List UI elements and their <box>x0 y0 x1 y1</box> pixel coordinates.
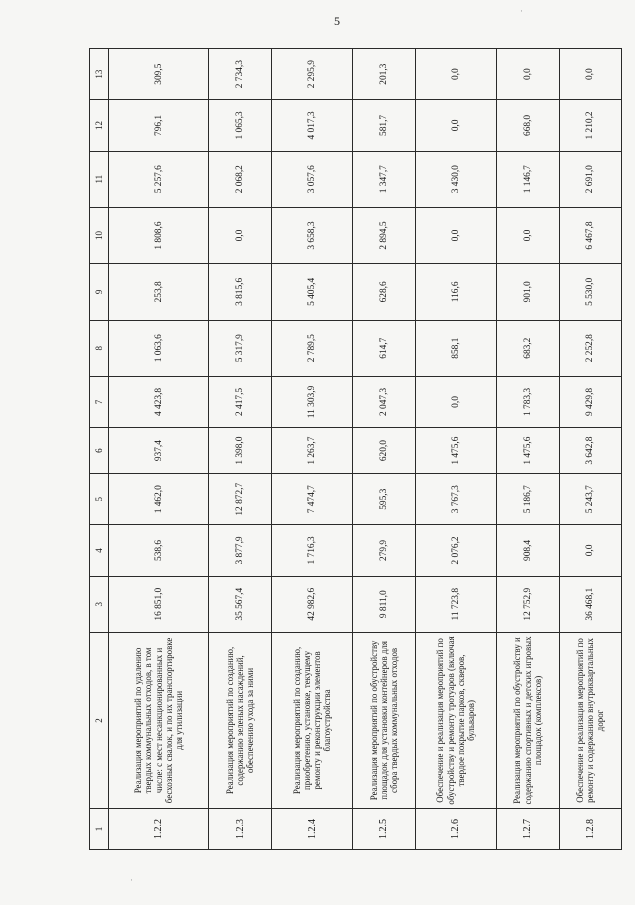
table-row <box>353 49 415 850</box>
value-cell: 309,5 <box>109 49 209 100</box>
table-row <box>109 49 209 850</box>
row-id: 1.2.7 <box>497 809 559 850</box>
value-cell: 2 252,8 <box>559 320 622 376</box>
value-cell: 2 789,5 <box>271 320 352 376</box>
header-cell: 6 <box>90 428 109 474</box>
value-cell: 11 723,8 <box>415 576 496 632</box>
value-cell: 2 068,2 <box>209 151 271 207</box>
value-cell: 2 894,5 <box>353 207 415 263</box>
table-row <box>559 49 622 850</box>
value-cell: 0,0 <box>559 525 622 576</box>
row-description: Обеспечение и реализация мероприятий по обустройству и ремонту тротуаров (включая твердое покрытие парков, скверов, бульваров) <box>415 632 496 808</box>
header-cell: 8 <box>90 320 109 376</box>
value-cell: 6 467,8 <box>559 207 622 263</box>
value-cell: 1 263,7 <box>271 428 352 474</box>
value-cell: 12 872,7 <box>209 474 271 525</box>
value-cell: 1 146,7 <box>497 151 559 207</box>
value-cell: 2 734,3 <box>209 49 271 100</box>
value-cell: 1 808,6 <box>109 207 209 263</box>
value-cell: 1 210,2 <box>559 100 622 151</box>
value-cell: 901,0 <box>497 264 559 320</box>
value-cell: 2 295,9 <box>271 49 352 100</box>
value-cell: 3 815,6 <box>209 264 271 320</box>
value-cell: 628,6 <box>353 264 415 320</box>
value-cell: 595,3 <box>353 474 415 525</box>
header-cell: 10 <box>90 207 109 263</box>
row-id: 1.2.4 <box>271 809 352 850</box>
value-cell: 1 475,6 <box>497 428 559 474</box>
header-row <box>90 49 109 850</box>
header-cell: 1 <box>90 809 109 850</box>
value-cell: 5 405,4 <box>271 264 352 320</box>
value-cell: 3 642,8 <box>559 428 622 474</box>
value-cell: 538,6 <box>109 525 209 576</box>
table-row <box>415 49 496 850</box>
page-number: 5 <box>334 14 340 28</box>
row-id: 1.2.2 <box>109 809 209 850</box>
value-cell: 5 530,0 <box>559 264 622 320</box>
rotated-table-wrapper <box>89 48 622 850</box>
scan-artifact: · <box>130 875 133 885</box>
value-cell: 4 017,3 <box>271 100 352 151</box>
value-cell: 0,0 <box>415 376 496 427</box>
value-cell: 2 417,5 <box>209 376 271 427</box>
value-cell: 1 347,7 <box>353 151 415 207</box>
value-cell: 614,7 <box>353 320 415 376</box>
value-cell: 937,4 <box>109 428 209 474</box>
row-id: 1.2.5 <box>353 809 415 850</box>
value-cell: 3 658,3 <box>271 207 352 263</box>
value-cell: 2 047,3 <box>353 376 415 427</box>
value-cell: 279,9 <box>353 525 415 576</box>
value-cell: 4 423,8 <box>109 376 209 427</box>
value-cell: 1 475,6 <box>415 428 496 474</box>
value-cell: 5 186,7 <box>497 474 559 525</box>
value-cell: 0,0 <box>415 207 496 263</box>
value-cell: 1 783,3 <box>497 376 559 427</box>
header-cell: 13 <box>90 49 109 100</box>
value-cell: 0,0 <box>559 49 622 100</box>
value-cell: 12 752,9 <box>497 576 559 632</box>
value-cell: 0,0 <box>497 207 559 263</box>
row-description: Реализация мероприятий по созданию, приобретению, установке, текущему ремонту и реконструкции элементов благоустройства <box>271 632 352 808</box>
row-description: Реализация мероприятий по удалению твердых коммунальных отходов, в том числе: с мест несанкционированных и бесхозных свалок, и по их транспортировке для утилизации <box>109 632 209 808</box>
value-cell: 0,0 <box>209 207 271 263</box>
value-cell: 620,0 <box>353 428 415 474</box>
value-cell: 796,1 <box>109 100 209 151</box>
value-cell: 3 430,0 <box>415 151 496 207</box>
value-cell: 11 303,9 <box>271 376 352 427</box>
table-row <box>271 49 352 850</box>
value-cell: 581,7 <box>353 100 415 151</box>
value-cell: 9 811,0 <box>353 576 415 632</box>
scan-artifact: · <box>520 6 523 16</box>
value-cell: 1 063,6 <box>109 320 209 376</box>
row-description: Реализация мероприятий по обустройству и содержанию спортивных и детских игровых площадок (комплексов) <box>497 632 559 808</box>
header-cell: 5 <box>90 474 109 525</box>
value-cell: 16 851,0 <box>109 576 209 632</box>
row-id: 1.2.6 <box>415 809 496 850</box>
value-cell: 36 468,1 <box>559 576 622 632</box>
value-cell: 908,4 <box>497 525 559 576</box>
value-cell: 35 567,4 <box>209 576 271 632</box>
header-cell: 4 <box>90 525 109 576</box>
row-description: Обеспечение и реализация мероприятий по ремонту и содержанию внутриквартальных дорог <box>559 632 622 808</box>
value-cell: 2 076,2 <box>415 525 496 576</box>
header-cell: 2 <box>90 632 109 808</box>
table-row <box>209 49 271 850</box>
value-cell: 668,0 <box>497 100 559 151</box>
budget-table <box>89 48 622 850</box>
header-cell: 7 <box>90 376 109 427</box>
row-description: Реализация мероприятий по обустройству площадок для установки контейнеров для сбора твердых коммунальных отходов <box>353 632 415 808</box>
header-cell: 9 <box>90 264 109 320</box>
value-cell: 2 691,0 <box>559 151 622 207</box>
value-cell: 5 243,7 <box>559 474 622 525</box>
value-cell: 0,0 <box>415 49 496 100</box>
value-cell: 253,8 <box>109 264 209 320</box>
header-cell: 11 <box>90 151 109 207</box>
value-cell: 1 716,3 <box>271 525 352 576</box>
value-cell: 1 462,0 <box>109 474 209 525</box>
value-cell: 42 982,6 <box>271 576 352 632</box>
header-cell: 12 <box>90 100 109 151</box>
row-description: Реализация мероприятий по созданию, содержанию зеленых насаждений, обеспечению ухода за ними <box>209 632 271 808</box>
value-cell: 5 317,9 <box>209 320 271 376</box>
value-cell: 116,6 <box>415 264 496 320</box>
value-cell: 9 429,8 <box>559 376 622 427</box>
row-id: 1.2.8 <box>559 809 622 850</box>
value-cell: 201,3 <box>353 49 415 100</box>
header-cell: 3 <box>90 576 109 632</box>
value-cell: 3 057,6 <box>271 151 352 207</box>
value-cell: 1 398,0 <box>209 428 271 474</box>
value-cell: 7 474,7 <box>271 474 352 525</box>
value-cell: 3 767,3 <box>415 474 496 525</box>
value-cell: 0,0 <box>415 100 496 151</box>
value-cell: 5 257,6 <box>109 151 209 207</box>
value-cell: 3 877,9 <box>209 525 271 576</box>
row-id: 1.2.3 <box>209 809 271 850</box>
value-cell: 0,0 <box>497 49 559 100</box>
value-cell: 858,1 <box>415 320 496 376</box>
table-row <box>497 49 559 850</box>
value-cell: 1 065,3 <box>209 100 271 151</box>
value-cell: 683,2 <box>497 320 559 376</box>
